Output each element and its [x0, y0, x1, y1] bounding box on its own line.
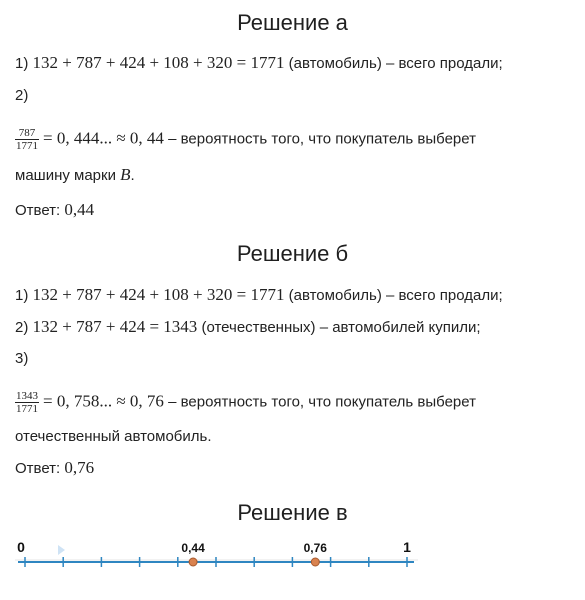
fraction-denominator: 1771 [16, 140, 38, 152]
fraction-denominator: 1771 [16, 403, 38, 415]
fraction [15, 127, 39, 152]
section-b-step-2 [15, 317, 481, 337]
probability-text-2: машину марки [15, 167, 116, 184]
section-a-probability [15, 127, 476, 152]
step-text: (автомобиль) – всего продали; [288, 287, 503, 304]
fraction-numerator: 1343 [16, 390, 38, 402]
section-b-probability [15, 390, 476, 415]
number-line-point [311, 558, 319, 566]
probability-text: – вероятность того, что покупатель выберет [168, 130, 476, 148]
fraction [15, 390, 39, 415]
number-line-point-label: 0,76 [303, 541, 327, 555]
step-text: (отечественных) – автомобилей купили; [201, 319, 481, 336]
step-number: 2) [15, 87, 29, 104]
step-text: (автомобиль) – всего продали; [288, 55, 503, 72]
section-b-answer [15, 458, 94, 478]
brand-variable: B [120, 165, 131, 184]
step-expression: 132 + 787 + 424 + 108 + 320 = 1771 [32, 285, 285, 304]
step-number: 2) [15, 319, 29, 336]
section-a-title: Решение а [237, 10, 348, 35]
axis-max-label: 1 [403, 539, 411, 555]
answer-label: Ответ: [15, 202, 61, 219]
number-line [0, 535, 585, 595]
answer-label: Ответ: [15, 460, 61, 477]
step-expression: 132 + 787 + 424 + 108 + 320 = 1771 [32, 53, 285, 72]
section-a-step-1 [15, 53, 503, 73]
fraction-result: = 0, 444... ≈ 0, 44 [43, 128, 164, 148]
section-c-title: Решение в [237, 500, 348, 525]
period: . [130, 167, 135, 184]
section-a-probability-cont [15, 165, 135, 185]
section-b-title: Решение б [236, 241, 349, 266]
probability-text: – вероятность того, что покупатель выберет [168, 393, 476, 411]
step-number: 3) [15, 350, 29, 367]
fraction-result: = 0, 758... ≈ 0, 76 [43, 391, 164, 411]
number-line-point-label: 0,44 [181, 541, 205, 555]
step-expression: 132 + 787 + 424 = 1343 [32, 317, 198, 336]
section-a-answer [15, 200, 94, 220]
step-number: 1) [15, 55, 29, 72]
play-marker-icon [58, 545, 65, 555]
step-number: 1) [15, 287, 29, 304]
section-a-step-2 [15, 87, 28, 104]
section-b-probability-cont [15, 428, 212, 445]
probability-text-2: отечественный автомобиль. [15, 428, 212, 445]
section-b-step-3 [15, 350, 28, 367]
answer-value: 0,76 [64, 458, 95, 477]
section-b-step-1 [15, 285, 503, 305]
axis-min-label: 0 [17, 539, 25, 555]
fraction-numerator: 787 [15, 127, 39, 140]
answer-value: 0,44 [64, 200, 95, 219]
number-line-point [189, 558, 197, 566]
